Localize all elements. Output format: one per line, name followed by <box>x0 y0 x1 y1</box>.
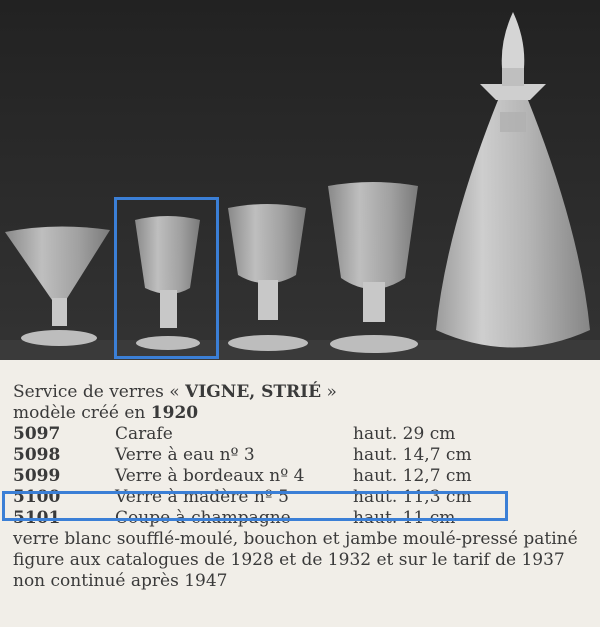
table-row <box>13 445 593 466</box>
item-number: 5098 <box>13 445 61 465</box>
note-line: figure aux catalogues de 1928 et de 1932 et sur le tarif de 1937 <box>13 550 565 570</box>
title-suffix: » <box>321 382 337 402</box>
item-height: haut. 11 cm <box>353 508 456 528</box>
item-name: Carafe <box>115 424 173 444</box>
item-height: haut. 29 cm <box>353 424 456 444</box>
item-number: 5099 <box>13 466 61 486</box>
item-height: haut. 14,7 cm <box>353 445 472 465</box>
item-number: 5101 <box>13 508 61 528</box>
item-name: Verre à eau nº 3 <box>115 445 255 465</box>
item-name: Verre à madère nº 5 <box>115 487 289 507</box>
table-row <box>13 424 593 445</box>
item-name: Coupe à champagne <box>115 508 291 528</box>
item-number: 5097 <box>13 424 61 444</box>
title-name: VIGNE, STRIÉ <box>185 382 322 402</box>
item-number: 5100 <box>13 487 61 507</box>
highlight-box-row-5100 <box>2 491 508 521</box>
note-line: verre blanc soufflé-moulé, bouchon et jambe moulé-pressé patiné <box>13 529 578 549</box>
note-line: non continué après 1947 <box>13 571 228 591</box>
service-title <box>13 382 593 403</box>
title-prefix: Service de verres « <box>13 382 186 402</box>
item-height: haut. 12,7 cm <box>353 466 472 486</box>
highlight-box-madeira-glass <box>114 197 219 359</box>
product-caption <box>13 382 593 592</box>
item-name: Verre à bordeaux nº 4 <box>115 466 305 486</box>
model-prefix: modèle créé en <box>13 403 151 423</box>
item-height: haut. 11,3 cm <box>353 487 472 507</box>
table-row <box>13 466 593 487</box>
model-year-line <box>13 403 593 424</box>
model-year: 1920 <box>150 403 199 423</box>
